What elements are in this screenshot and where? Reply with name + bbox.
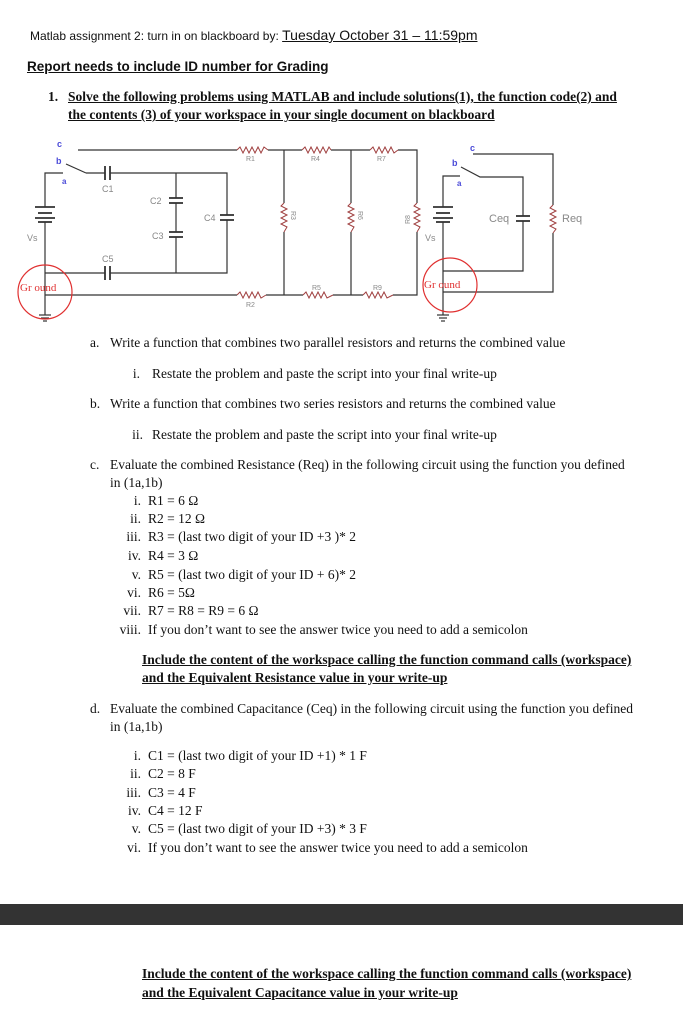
page-break-band — [0, 904, 683, 925]
c4-label: C4 — [204, 213, 216, 223]
list-item: R1 = 6 Ω — [148, 493, 199, 508]
r9-label: R9 — [373, 285, 382, 292]
r6-label: R6 — [356, 211, 363, 220]
list-item-number: i. — [133, 748, 141, 763]
vs-label: Vs — [27, 233, 38, 243]
list-item: R3 = (last two digit of your ID +3 )* 2 — [148, 529, 356, 544]
part-d-text-2: in (1a,1b) — [110, 719, 163, 734]
part-b-letter: b. — [90, 396, 101, 411]
c1-label: C1 — [102, 184, 114, 194]
part-d-note-2: and the Equivalent Capacitance value in your write-up — [142, 985, 458, 1000]
list-item: If you don’t want to see the answer twice you need to add a semicolon — [148, 840, 528, 855]
list-item: R4 = 3 Ω — [148, 548, 199, 563]
list-item-number: i. — [133, 493, 141, 508]
part-b-sub-text: Restate the problem and paste the script into your final write-up — [152, 427, 497, 442]
part-b-sub-num: ii. — [132, 427, 143, 442]
list-item: R7 = R8 = R9 = 6 Ω — [148, 603, 259, 618]
circuit-diagram — [0, 0, 683, 330]
r2-label: R2 — [246, 302, 255, 309]
terminal-c: c — [57, 139, 63, 149]
part-d-letter: d. — [90, 701, 101, 716]
list-item: C1 = (last two digit of your ID +1) * 1 F — [148, 748, 367, 763]
part-d-text: Evaluate the combined Capacitance (Ceq) in the following circuit using the function you defined — [110, 701, 633, 716]
list-item: C2 = 8 F — [148, 766, 196, 781]
list-item-number: ii. — [130, 511, 141, 526]
list-item-number: iv. — [128, 548, 141, 563]
r4-label: R4 — [311, 156, 320, 163]
part-a-sub-num: i. — [132, 366, 140, 381]
ground-label-right: Gr ound — [424, 279, 461, 291]
id-notice: Report needs to include ID number for Grading — [27, 59, 329, 74]
batteries — [35, 207, 453, 222]
ground-label: Gr ound — [20, 282, 57, 294]
req-label: Req — [562, 213, 583, 225]
terminal-a-right: a — [457, 179, 462, 188]
r7-label: R7 — [377, 156, 386, 163]
r5-label: R5 — [312, 285, 321, 292]
problem-number: 1. — [48, 89, 59, 104]
list-item: C4 = 12 F — [148, 803, 203, 818]
list-item-number: ii. — [130, 766, 141, 781]
part-c-note-2: and the Equivalent Resistance value in your write-up — [142, 670, 448, 685]
list-item: R2 = 12 Ω — [148, 511, 206, 526]
r1-label: R1 — [246, 156, 255, 163]
part-c-letter: c. — [90, 457, 100, 472]
list-item-number: iii. — [126, 529, 141, 544]
list-item: R5 = (last two digit of your ID + 6)* 2 — [148, 567, 356, 582]
part-d-note-1: Include the content of the workspace calling the function command calls (workspace) — [142, 966, 632, 981]
list-item-number: iv. — [128, 803, 141, 818]
list-item-number: iii. — [126, 785, 141, 800]
list-item: If you don’t want to see the answer twice you need to add a semicolon — [148, 622, 528, 637]
c5-label: C5 — [102, 254, 114, 264]
list-item-number: v. — [131, 567, 141, 582]
r8-label: R8 — [405, 215, 412, 224]
vs-label-right: Vs — [425, 233, 436, 243]
terminal-c-right: c — [470, 143, 476, 153]
terminal-b-right: b — [452, 158, 458, 168]
header-prefix: Matlab assignment 2: turn in on blackboard by: — [30, 29, 283, 43]
c2-label: C2 — [150, 196, 162, 206]
part-c-text: Evaluate the combined Resistance (Req) in the following circuit using the function you defined — [110, 457, 625, 472]
ground-symbols — [39, 315, 449, 321]
list-item-number: vi. — [127, 585, 141, 600]
part-c-text-2: in (1a,1b) — [110, 475, 163, 490]
list-item: R6 = 5Ω — [148, 585, 195, 600]
part-a-text: Write a function that combines two parallel resistors and returns the combined value — [110, 335, 566, 350]
part-a-letter: a. — [90, 335, 100, 350]
list-item-number: viii. — [119, 622, 141, 637]
list-item-number: v. — [131, 821, 141, 836]
list-item: C3 = 4 F — [148, 785, 196, 800]
problem-line-2: the contents (3) of your workspace in your single document on blackboard — [68, 107, 495, 122]
part-c-note-1: Include the content of the workspace calling the function command calls (workspace) — [142, 652, 632, 667]
terminal-a: a — [62, 177, 67, 186]
terminal-b: b — [56, 156, 62, 166]
deadline: Tuesday October 31 – 11:59pm — [282, 27, 478, 43]
part-b-text: Write a function that combines two series resistors and returns the combined value — [110, 396, 556, 411]
ceq-label: Ceq — [489, 213, 510, 225]
r3-label: R3 — [289, 211, 296, 220]
list-item-number: vi. — [127, 840, 141, 855]
part-a-sub-text: Restate the problem and paste the script into your final write-up — [152, 366, 497, 381]
problem-line-1: Solve the following problems using MATLAB and include solutions(1), the function code(2) and — [68, 89, 617, 104]
list-item-number: vii. — [123, 603, 141, 618]
list-item: C5 = (last two digit of your ID +3) * 3 F — [148, 821, 367, 836]
c3-label: C3 — [152, 231, 164, 241]
